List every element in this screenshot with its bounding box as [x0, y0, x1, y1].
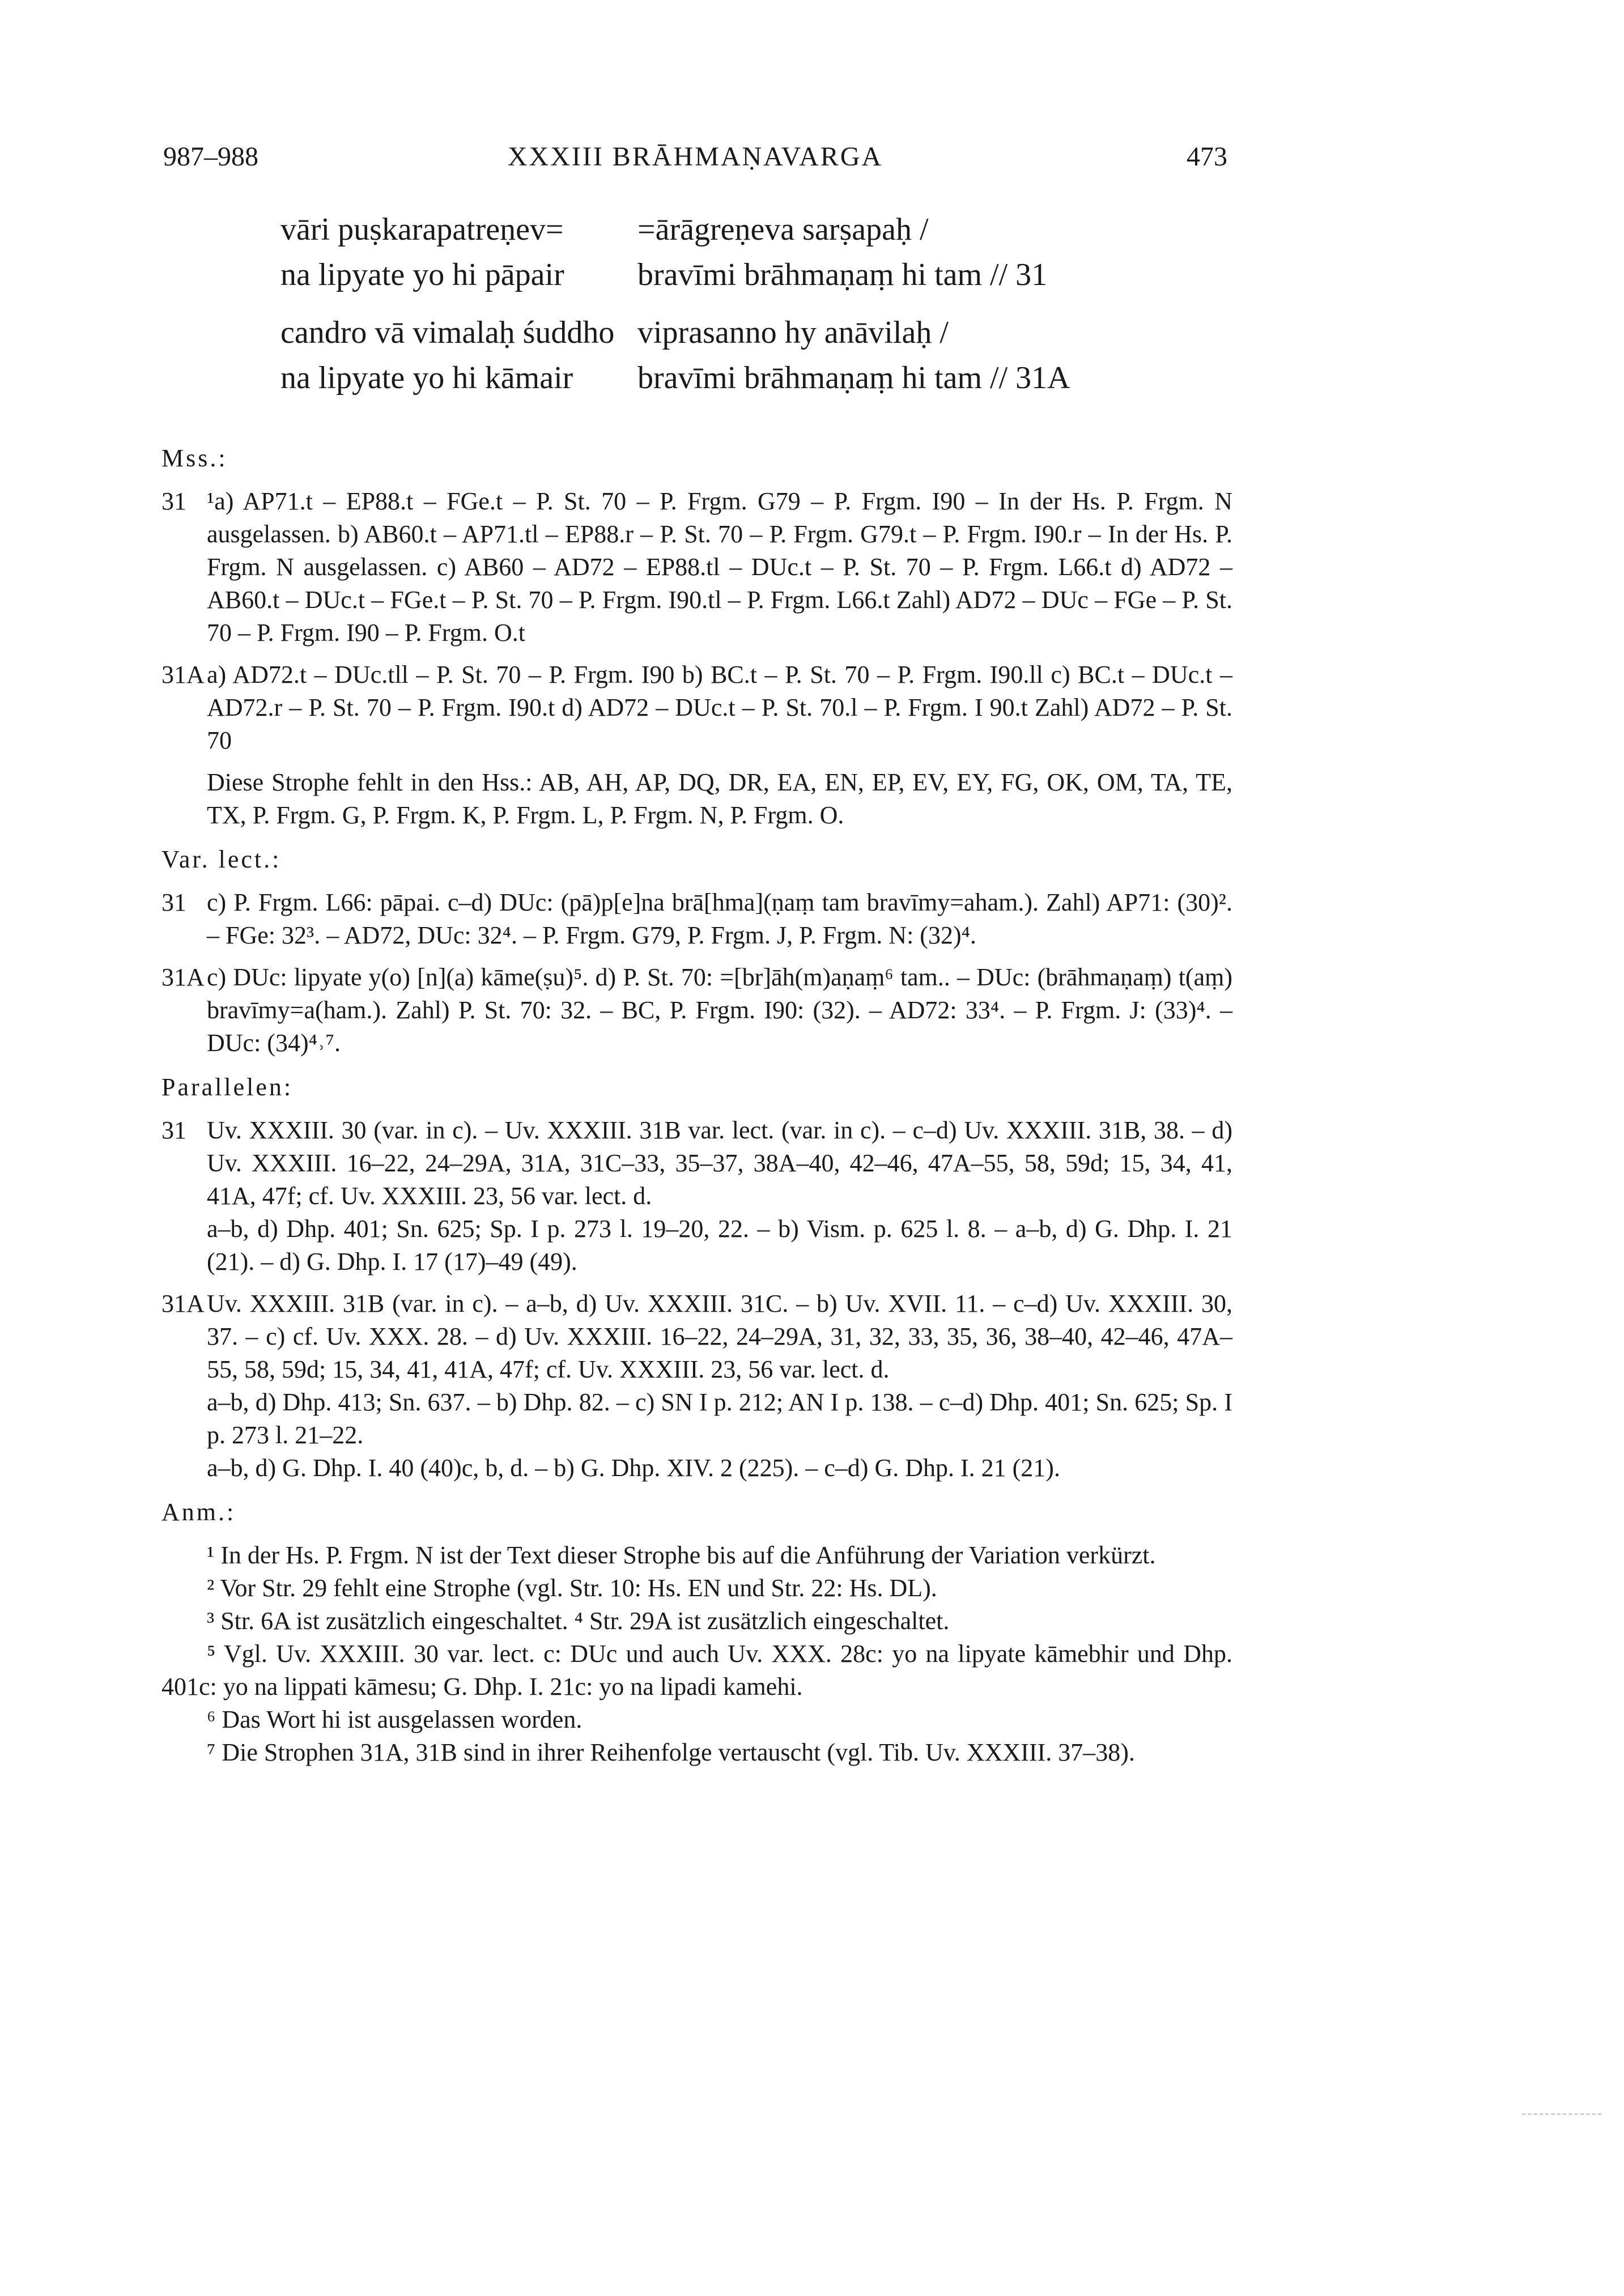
page-number: 473 — [1187, 142, 1227, 172]
entry-number: 31A — [161, 963, 205, 991]
apparatus — [161, 431, 1232, 1769]
mss-entry — [161, 485, 1232, 649]
mss-missing-note — [161, 766, 1232, 832]
entry-text: ¹a) AP71.t – EP88.t – FGe.t – P. St. 70 – P. Frgm. G79 – P. Frgm. I90 – In der Hs. P. Frgm. N ausgelassen. b) AB60.t – AP71.tl – EP88.r – P. St. 70 – P. Frgm. G79.t – P. Frgm. I90.r – In der Hs. P. Frgm. N ausgelassen. c) AB60 – AD72 – EP88.tl – DUc.t – P. St. 70 – P. Frgm. L66.t d) AD72 – AB60.t – DUc.t – FGe.t – P. St. 70 – P. Frgm. I90.tl – P. Frgm. L66.t Zahl) AD72 – DUc – FGe – P. St. 70 – P. Frgm. I90 – P. Frgm. O.t — [207, 487, 1232, 647]
entry-para: a–b, d) Dhp. 401; Sn. 625; Sp. I p. 273 l. 19–20, 22. – b) Vism. p. 625 l. 8. – a–b, d) G. Dhp. I. 21 (21). – d) G. Dhp. I. 17 (17)–49 (49). — [207, 1215, 1232, 1275]
pada-b: viprasanno hy anāvilaḥ / — [637, 315, 949, 350]
footnote: ⁶ Das Wort hi ist ausgelassen worden. — [207, 1706, 583, 1733]
scan-artifact — [1522, 2114, 1601, 2115]
entry-text: Diese Strophe fehlt in den Hss.: AB, AH, AP, DQ, DR, EA, EN, EP, EV, EY, FG, OK, OM, TA, TE, TX, P. Frgm. G, P. Frgm. K, P. Frgm. L, P. Frgm. N, P. Frgm. O. — [207, 768, 1232, 829]
mss-title: Mss.: — [161, 444, 228, 472]
varlect-title: Var. lect.: — [161, 845, 282, 873]
pada-b: =ārāgreṇeva sarṣapaḥ / — [637, 212, 929, 247]
pada-b: bravīmi brāhmaṇaṃ hi tam // 31 — [637, 257, 1048, 292]
footnote: ² Vor Str. 29 fehlt eine Strophe (vgl. Str. 10: Hs. EN und Str. 22: Hs. DL). — [207, 1574, 937, 1602]
varlect-entry — [161, 886, 1232, 952]
pada-a: candro vā vimalaḥ śuddho — [280, 315, 615, 350]
varlect-entry — [161, 961, 1232, 1060]
parallelen-title: Parallelen: — [161, 1073, 294, 1101]
parallelen-entry — [161, 1114, 1232, 1278]
verse-block — [280, 207, 1070, 413]
entry-para: a–b, d) Dhp. 413; Sn. 637. – b) Dhp. 82. – c) SN I p. 212; AN I p. 138. – c–d) Dhp. 401; Sn. 625; Sp. I p. 273 l. 21–22. — [207, 1388, 1232, 1449]
verse-line — [280, 207, 1070, 252]
verse-31 — [280, 207, 1070, 297]
running-header — [163, 141, 1227, 180]
footnote: ³ Str. 6A ist zusätzlich eingeschaltet. ⁴ Str. 29A ist zusätzlich eingeschaltet. — [207, 1607, 950, 1635]
entry-text: c) P. Frgm. L66: pāpai. c–d) DUc: (pā)p[e]na brā[hma](ṇaṃ tam bravīmy=aham.). Zahl) AP71: (30)². – FGe: 32³. – AD72, DUc: 32⁴. – P. Frgm. G79, P. Frgm. J, P. Frgm. N: (32)⁴. — [207, 888, 1232, 949]
entry-number: 31A — [161, 1290, 205, 1317]
pada-a: na lipyate yo hi kāmair — [280, 360, 573, 396]
entry-number: 31A — [161, 661, 205, 688]
footnote: ⁵ Vgl. Uv. XXXIII. 30 var. lect. c: DUc und auch Uv. XXX. 28c: yo na lipyate kāmebhir und Dhp. 401c: yo na lippati kāmesu; G. Dhp. I. 21c: yo na lipadi kamehi. — [161, 1640, 1232, 1700]
pada-b: bravīmi brāhmaṇaṃ hi tam // 31A — [637, 360, 1070, 396]
verse-31a — [280, 310, 1070, 401]
entry-text: c) DUc: lipyate y(o) [n](a) kāme(ṣu)⁵. d) P. St. 70: =[br]āh(m)aṇaṃ⁶ tam.. – DUc: (brāhmaṇaṃ) t(aṃ) bravīmy=a(ham.). Zahl) P. St. 70: 32. – BC, P. Frgm. I90: (32). – AD72: 33⁴. – P. Frgm. J: (33)⁴. – DUc: (34)⁴˒⁷. — [207, 963, 1232, 1057]
pada-a: vāri puṣkarapatreṇev= — [280, 212, 564, 247]
mss-entry — [161, 658, 1232, 757]
pada-a: na lipyate yo hi pāpair — [280, 257, 564, 292]
entry-number: 31 — [161, 888, 186, 916]
page-range: 987–988 — [163, 142, 258, 172]
entry-para: Uv. XXXIII. 30 (var. in c). – Uv. XXXIII. 31B var. lect. (var. in c). – c–d) Uv. XXXIII. 31B, 38. – d) Uv. XXXIII. 16–22, 24–29A, 31A, 31C–33, 35–37, 38A–40, 42–46, 47A–55, 58, 59d; 15, 34, 41, 41A, 47f; cf. Uv. XXXIII. 23, 56 var. lect. d. — [207, 1116, 1232, 1210]
entry-number: 31 — [161, 1116, 186, 1144]
entry-number: 31 — [161, 487, 186, 515]
parallelen-entry — [161, 1287, 1232, 1485]
anm-title: Anm.: — [161, 1498, 236, 1526]
entry-para: a–b, d) G. Dhp. I. 40 (40)c, b, d. – b) G. Dhp. XIV. 2 (225). – c–d) G. Dhp. I. 21 (21). — [207, 1454, 1060, 1482]
verse-line — [280, 310, 1070, 355]
entry-para: Uv. XXXIII. 31B (var. in c). – a–b, d) Uv. XXXIII. 31C. – b) Uv. XVII. 11. – c–d) Uv. XXXIII. 30, 37. – c) cf. Uv. XXX. 28. – d) Uv. XXXIII. 16–22, 24–29A, 31, 32, 33, 35, 36, 38–40, 42–46, 47A–55, 58, 59d; 15, 34, 41, 41A, 47f; cf. Uv. XXXIII. 23, 56 var. lect. d. — [207, 1290, 1232, 1383]
chapter-title: XXXIII BRĀHMAṆAVARGA — [507, 142, 883, 172]
verse-line — [280, 355, 1070, 401]
footnote: ⁷ Die Strophen 31A, 31B sind in ihrer Reihenfolge vertauscht (vgl. Tib. Uv. XXXIII. 37–38). — [207, 1738, 1135, 1766]
verse-line — [280, 252, 1070, 297]
footnote: ¹ In der Hs. P. Frgm. N ist der Text dieser Strophe bis auf die Anführung der Variation verkürzt. — [207, 1541, 1156, 1569]
entry-text: a) AD72.t – DUc.tll – P. St. 70 – P. Frgm. I90 b) BC.t – P. St. 70 – P. Frgm. I90.ll c) BC.t – DUc.t – AD72.r – P. St. 70 – P. Frgm. I90.t d) AD72 – DUc.t – P. St. 70.l – P. Frgm. I 90.t Zahl) AD72 – P. St. 70 — [207, 661, 1232, 754]
